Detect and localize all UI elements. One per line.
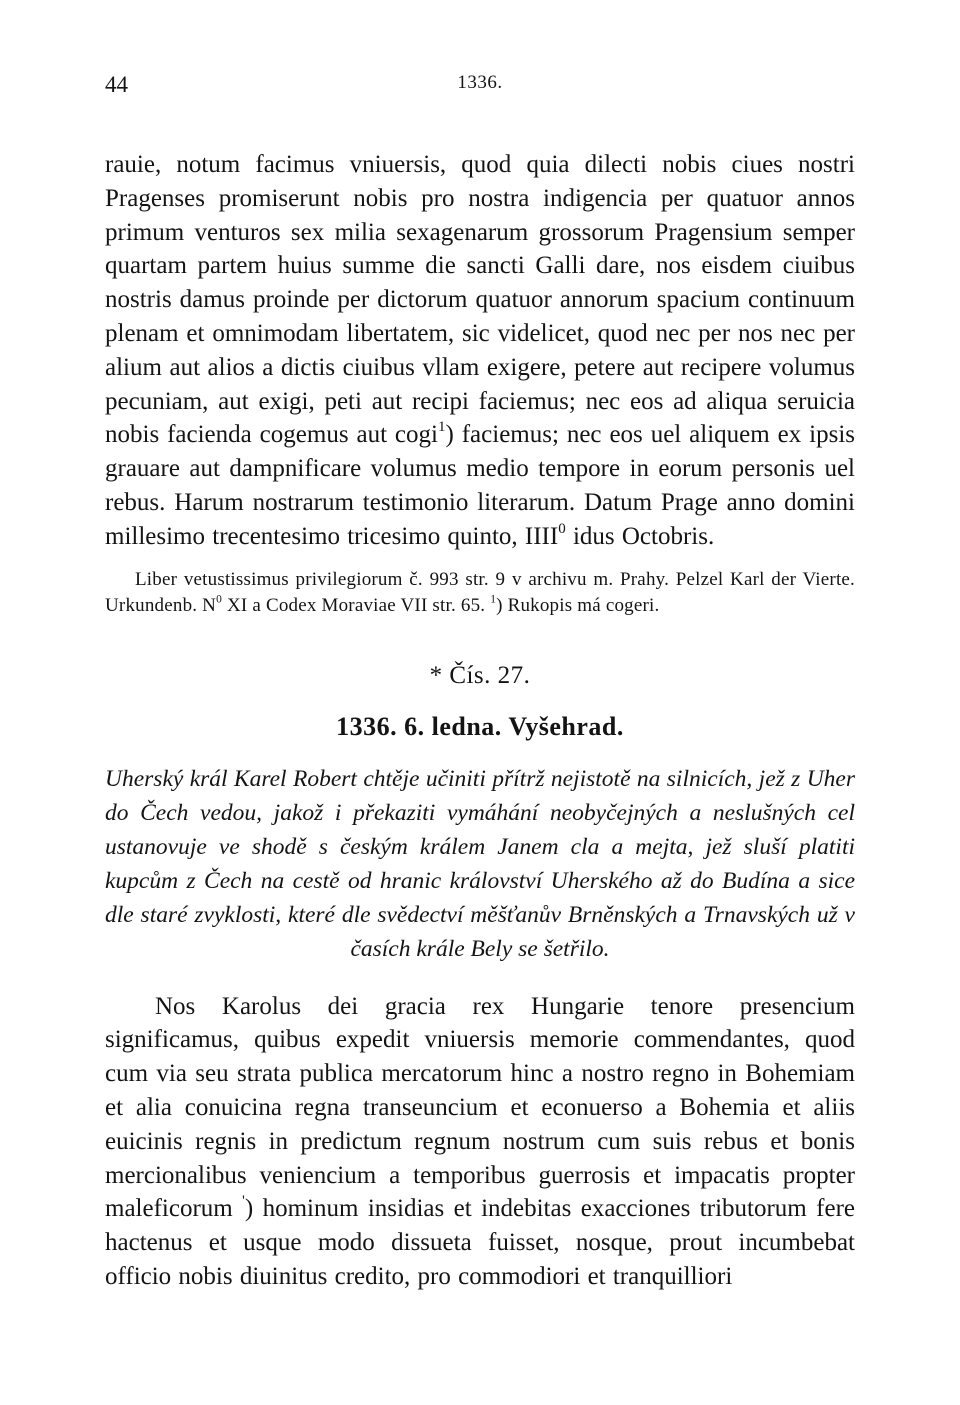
page-number: 44 [105,72,128,97]
ordinal-mark: 0 [216,593,223,606]
charter-text [105,990,855,1294]
running-header [105,72,855,108]
source-note-part: Liber vetustissimus privilegiorum č. 993 str. 9 v archivu m. Prahy. Pelzel Karl der Vierte. Urkundenb. N [105,568,855,617]
charter-text-part: rauie, notum facimus vniuersis, quod quia dilecti nobis ciues nostri Pragenses promiserunt nobis pro nostra indigencia per quatuor annos primum venturos sex milia sexagenarum grossorum Pragensium semper quartam partem huius summe die sancti Galli dare, nos eisdem ciuibus nostris damus proinde per dictorum quatuor annorum spacium continuum plenam et omnimodam libertatem, sic videlicet, quod nec per nos nec per alium aut alios a dictis ciuibus vllam exigere, petere aut recipere volumus pecuniam, aut exigi, peti aut recipi faciemus; nec eos ad aliqua seruicia nobis facienda cogemus aut cogi [105,151,855,449]
document-regest: Uherský král Karel Robert chtěje učiniti přítrž nejistotě na silnicích, jež z Uher do Čech vedou, jakož i překaziti vymáhání neobyčejných a neslušných cel ustanovuje ve shodě s českým králem Janem cla a mejta, jež sluší platiti kupcům z Čech na cestě od hranic království Uherského až do Budína a sice dle staré zvyklosti, které dle svědectví měšťanův Brněnských a Trnavských už v časích krále Bely se šetřilo. [105,765,855,962]
ordinal-mark: 0 [558,520,566,537]
footnote-marker: 1 [490,593,497,606]
source-note [105,567,855,620]
running-head-year: 1336. [457,72,503,93]
footnote-marker: 1 [437,419,446,436]
charter-text-part: idus Octobris. [565,522,715,550]
footnote-marker: ' [242,1193,245,1210]
footnote-text: ) Rukopis má cogeri. [496,595,660,617]
previous-charter-text [105,148,855,554]
book-page [105,72,855,1294]
charter-text-part: ) faciemus; nec eos uel aliquem ex ipsis grauare aut dampnificare volumus medio tempore in eorum personis uel rebus. Harum nostrarum testimonio literarum. Datum Prage anno domini millesimo trecentesimo tricesimo quinto, IIII [105,421,855,550]
document-number: * Čís. 27. [429,661,531,689]
charter-text-part: ) hominum insidias et indebitas exacciones tributorum fere hactenus et usque modo dissueta fuisset, nosque, prout incumbebat officio nobis diuinitus credito, pro commodiori et tranquilliori [105,1195,855,1290]
document-date-place: 1336. 6. ledna. Vyšehrad. [336,711,624,741]
source-note-part: XI a Codex Moraviae VII str. 65. [222,595,491,617]
charter-text-part: Nos Karolus dei gracia rex Hungarie tenore presencium significamus, quibus expedit vniuersis memorie commendantes, quod cum via seu strata publica mercatorum hinc a nostro regno in Bohemiam et alia conuicina regna transeuncium et econuerso a Bohemia et aliis euicinis regnis in predictum regnum nostrum cum suis rebus et bonis mercionalibus veniencium a temporibus guerrosis et impacatis propter maleficorum [105,992,855,1223]
